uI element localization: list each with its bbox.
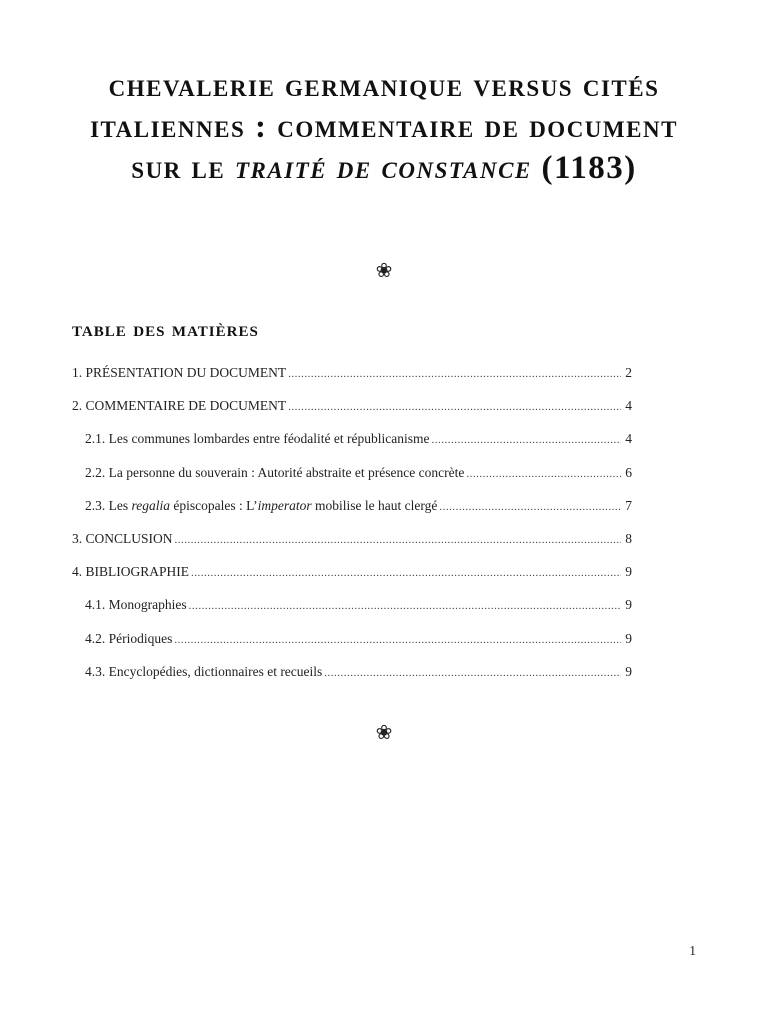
toc-entry-page: 9 — [625, 597, 632, 613]
fleuron-ornament-icon: ❀ — [375, 720, 393, 744]
toc-entry-page: 8 — [625, 530, 632, 546]
toc-entry-personne-souverain[interactable] — [72, 464, 632, 497]
toc-entry-label — [85, 497, 437, 515]
toc-entry-bibliographie[interactable] — [72, 563, 632, 596]
toc-entry-label: 4.3. Encyclopédies, dictionnaires et recueils — [85, 663, 323, 679]
page-number: 1 — [689, 943, 696, 958]
toc-entry-label: 2. COMMENTAIRE DE DOCUMENT — [72, 398, 287, 414]
toc-entry-page: 4 — [625, 431, 632, 447]
title-italic: traité de constance — [234, 150, 532, 186]
toc-entry-label: 2.1. Les communes lombardes entre féodalité et républicanisme — [85, 431, 430, 447]
toc-entry-label: 2.2. La personne du souverain : Autorité abstraite et présence concrète — [85, 464, 465, 480]
toc-dot-leader — [174, 631, 621, 649]
document-title — [60, 66, 708, 189]
toc-dot-leader — [432, 431, 621, 449]
toc-dot-leader — [189, 597, 621, 615]
toc-entry-regalia[interactable] — [72, 497, 632, 530]
toc-dot-leader — [288, 365, 621, 383]
toc-entry-page: 7 — [625, 497, 632, 513]
toc-entry-page: 9 — [625, 663, 632, 679]
toc-entry-page: 6 — [625, 464, 632, 480]
toc-entry-presentation[interactable] — [72, 364, 632, 397]
toc-dot-leader — [175, 531, 621, 549]
toc-entry-periodiques[interactable] — [72, 630, 632, 663]
toc-label-part: épiscopales : L’ — [170, 497, 258, 513]
toc-dot-leader — [288, 398, 621, 416]
toc-entry-commentaire[interactable] — [72, 397, 632, 430]
toc-dot-leader — [191, 564, 621, 582]
toc-label-italic: regalia — [131, 497, 170, 513]
toc-entry-page: 9 — [625, 630, 632, 646]
toc-entry-page: 4 — [625, 398, 632, 414]
toc-entry-label: 4.2. Périodiques — [85, 630, 173, 646]
toc-entry-communes-lombardes[interactable] — [72, 430, 632, 463]
table-of-contents — [72, 364, 632, 696]
toc-label-part: mobilise le haut clergé — [311, 497, 438, 513]
toc-dot-leader — [324, 664, 621, 682]
toc-entry-label: 3. CONCLUSION — [72, 530, 173, 546]
toc-label-italic: imperator — [257, 497, 312, 513]
title-text: chevalerie germanique versus cités italiennes : commentaire de document sur le — [90, 68, 678, 186]
toc-label-part: 2.3. Les — [85, 497, 132, 513]
toc-entry-label: 1. PRÉSENTATION DU DOCUMENT — [72, 365, 287, 380]
fleuron-ornament-icon: ❀ — [375, 258, 393, 282]
toc-entry-label: 4.1. Monographies — [85, 597, 187, 613]
toc-entry-conclusion[interactable] — [72, 530, 632, 563]
toc-heading: table des matières — [72, 316, 259, 341]
toc-entry-page: 9 — [625, 564, 632, 580]
toc-dot-leader — [439, 498, 621, 516]
toc-dot-leader — [466, 465, 621, 483]
title-year: (1183) — [541, 150, 637, 186]
toc-entry-page: 2 — [625, 365, 632, 380]
toc-entry-monographies[interactable] — [72, 596, 632, 629]
toc-entry-label: 4. BIBLIOGRAPHIE — [72, 564, 189, 580]
toc-entry-encyclopedies[interactable] — [72, 663, 632, 696]
